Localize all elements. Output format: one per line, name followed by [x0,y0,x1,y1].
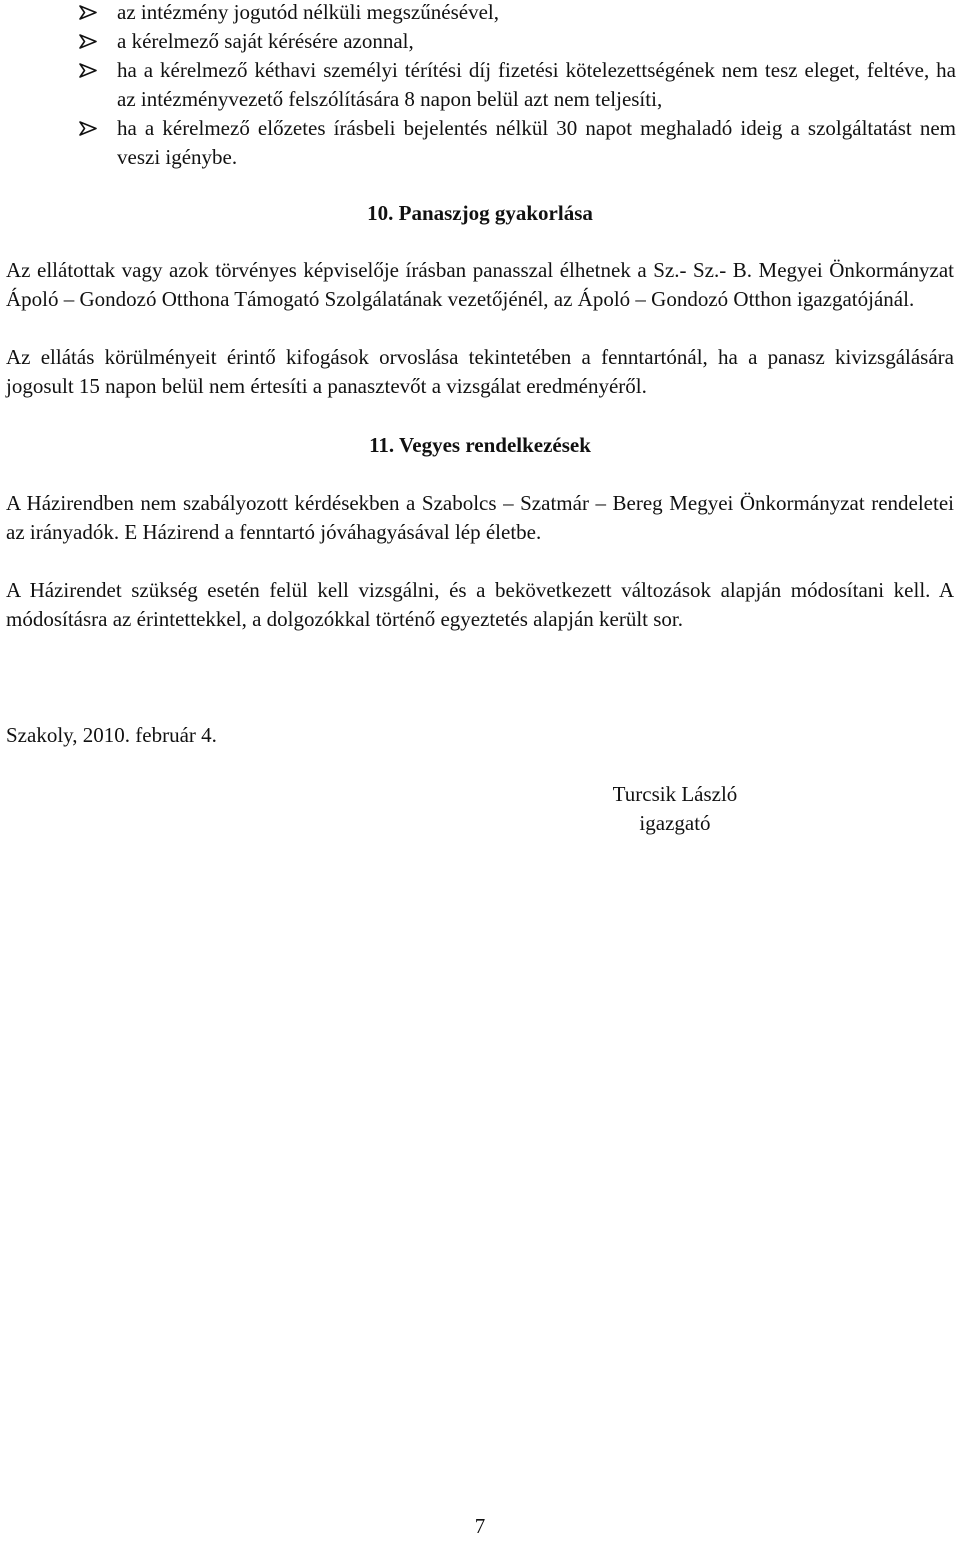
list-item-text: az intézmény jogutód nélküli megszűnésével, [117,0,499,24]
list-item [0,0,956,27]
arrowhead-bullet-icon [79,121,97,136]
arrowhead-bullet-icon [79,5,97,20]
signer-name: Turcsik László [612,782,738,806]
misc-paragraph-1: A Házirendben nem szabályozott kérdésekben a Szabolcs – Szatmár – Bereg Megyei Önkormányzat rendeletei az irányadók. E Házirend a fenntartó jóváhagyásával lép életbe. [6,491,954,544]
section-heading-complaint: 10. Panaszjog gyakorlása [367,201,593,225]
list-item-text: ha a kérelmező kéthavi személyi térítési díj fizetési kötelezettségének nem tesz eleget, feltéve, ha az intézményvezető felszólítására 8 napon belül azt nem teljesíti, [117,58,956,111]
arrowhead-bullet-icon [79,63,97,78]
list-item [0,27,956,56]
list-item [0,114,956,172]
place-and-date: Szakoly, 2010. február 4. [6,723,217,747]
termination-conditions-list [0,0,956,172]
misc-paragraph-2: A Házirendet szükség esetén felül kell vizsgálni, és a bekövetkezett változások alapján módosítani kell. A módosításra az érintettekkel, a dolgozókkal történő egyeztetés alapján került sor. [6,578,954,631]
arrowhead-bullet-icon [79,34,97,49]
list-item [0,56,956,114]
section-heading-misc: 11. Vegyes rendelkezések [369,433,591,457]
list-item-text: ha a kérelmező előzetes írásbeli bejelentés nélkül 30 napot meghaladó ideig a szolgáltatást nem veszi igénybe. [117,116,956,169]
signer-title: igazgató [639,811,711,835]
list-item-text: a kérelmező saját kérésére azonnal, [117,29,414,53]
signature-block [560,780,790,838]
complaint-paragraph-2: Az ellátás körülményeit érintő kifogások orvoslása tekintetében a fenntartónál, ha a panasz kivizsgálására jogosult 15 napon belül nem értesíti a panasztevőt a vizsgálat eredményéről. [6,345,954,398]
complaint-paragraph-1: Az ellátottak vagy azok törvényes képviselője írásban panasszal élhetnek a Sz.- Sz.- B. Megyei Önkormányzat Ápoló – Gondozó Otthona Támogató Szolgálatának vezetőjénél, az Ápoló – Gondozó Otthon igazgatójánál. [6,258,954,311]
page-number: 7 [474,1514,486,1538]
